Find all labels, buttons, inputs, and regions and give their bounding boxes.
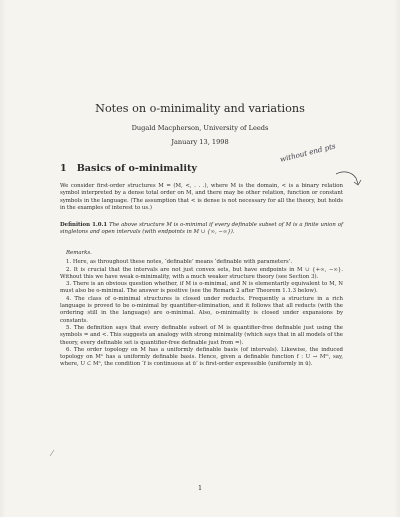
author-line: Dugald Macpherson, University of Leeds — [131, 124, 269, 132]
definition-label: Definition 1.0.1 — [60, 222, 108, 228]
section-number: 1 — [60, 163, 67, 174]
handwritten-annotation: without end pts — [278, 141, 337, 164]
page-number: 1 — [197, 484, 203, 492]
remark-item: 5. The definition says that every definable subset of M is quantifier-free definable just using the symbols = and <. This suggests an analogy with strong minimality (which says that in all models of the theory, every definable set is quantifier-free definable just from =). — [60, 324, 343, 346]
remark-item: 4. The class of o-minimal structures is closed under reducts. Frequently a structure in a rich language is proved to be o-minimal by quantifier-elimination, and it follows that all reducts (with the ordering still in the language) are o-minimal. Also, o-minimality is closed under expansions by constants. — [60, 295, 343, 324]
remarks-heading: Remarks. — [66, 250, 92, 256]
remark-item: 3. There is an obvious question whether, if M is o-minimal, and N is elementarily equivalent to M, N must also be o-minimal. The answer is positive (see the Remark 2 after Theorem 1.1.3 below). — [60, 281, 343, 295]
intro-text: We consider first-order structures M = (M, <, . . .), where M is the domain, < is a binary relation symbol interpreted by a dense total order on M, and there may be other relation, function or constant symbols in the language. (The assumption that < is dense is not necessary for all the theory, but holds in the examples of interest to us.) — [60, 183, 343, 211]
margin-pencil-mark — [48, 448, 58, 458]
section-heading — [60, 163, 197, 174]
definition-paragraph — [60, 222, 343, 237]
remarks-block — [60, 250, 343, 369]
section-title: Basics of o-minimality — [76, 163, 197, 174]
remark-item: 6. The order topology on M has a uniformly definable basis (of intervals). Likewise, the induced topology on Mⁿ has a uniformly definable basis. Hence, given a definable function f : U → Mᵐ, say, where, U ⊂ Mⁿ, the condition ‘f is continuous at ū’ is first-order expressible (uniformly in ū). — [60, 346, 343, 368]
handwritten-arrow-mark — [334, 168, 400, 208]
definition-block — [60, 222, 343, 237]
remark-item: 2. It is crucial that the intervals are not just convex sets, but have endpoints in M ∪ {+∞, −∞}. Without this we have weak o-minimality, with a much weaker structure theory (see Section 3). — [60, 266, 343, 280]
intro-paragraph — [60, 183, 343, 212]
definition-body: The above structure M is o-minimal if every definable subset of M is a finite union of singletons and open intervals (with endpoints in M ∪ {∞, −∞}). — [60, 222, 343, 236]
paper-title: Notes on o-minimality and variations — [95, 102, 305, 115]
date-line: January 13, 1998 — [171, 138, 229, 146]
remark-item: 1. Here, as throughout these notes, ‘definable’ means ‘definable with parameters’. — [66, 259, 293, 266]
